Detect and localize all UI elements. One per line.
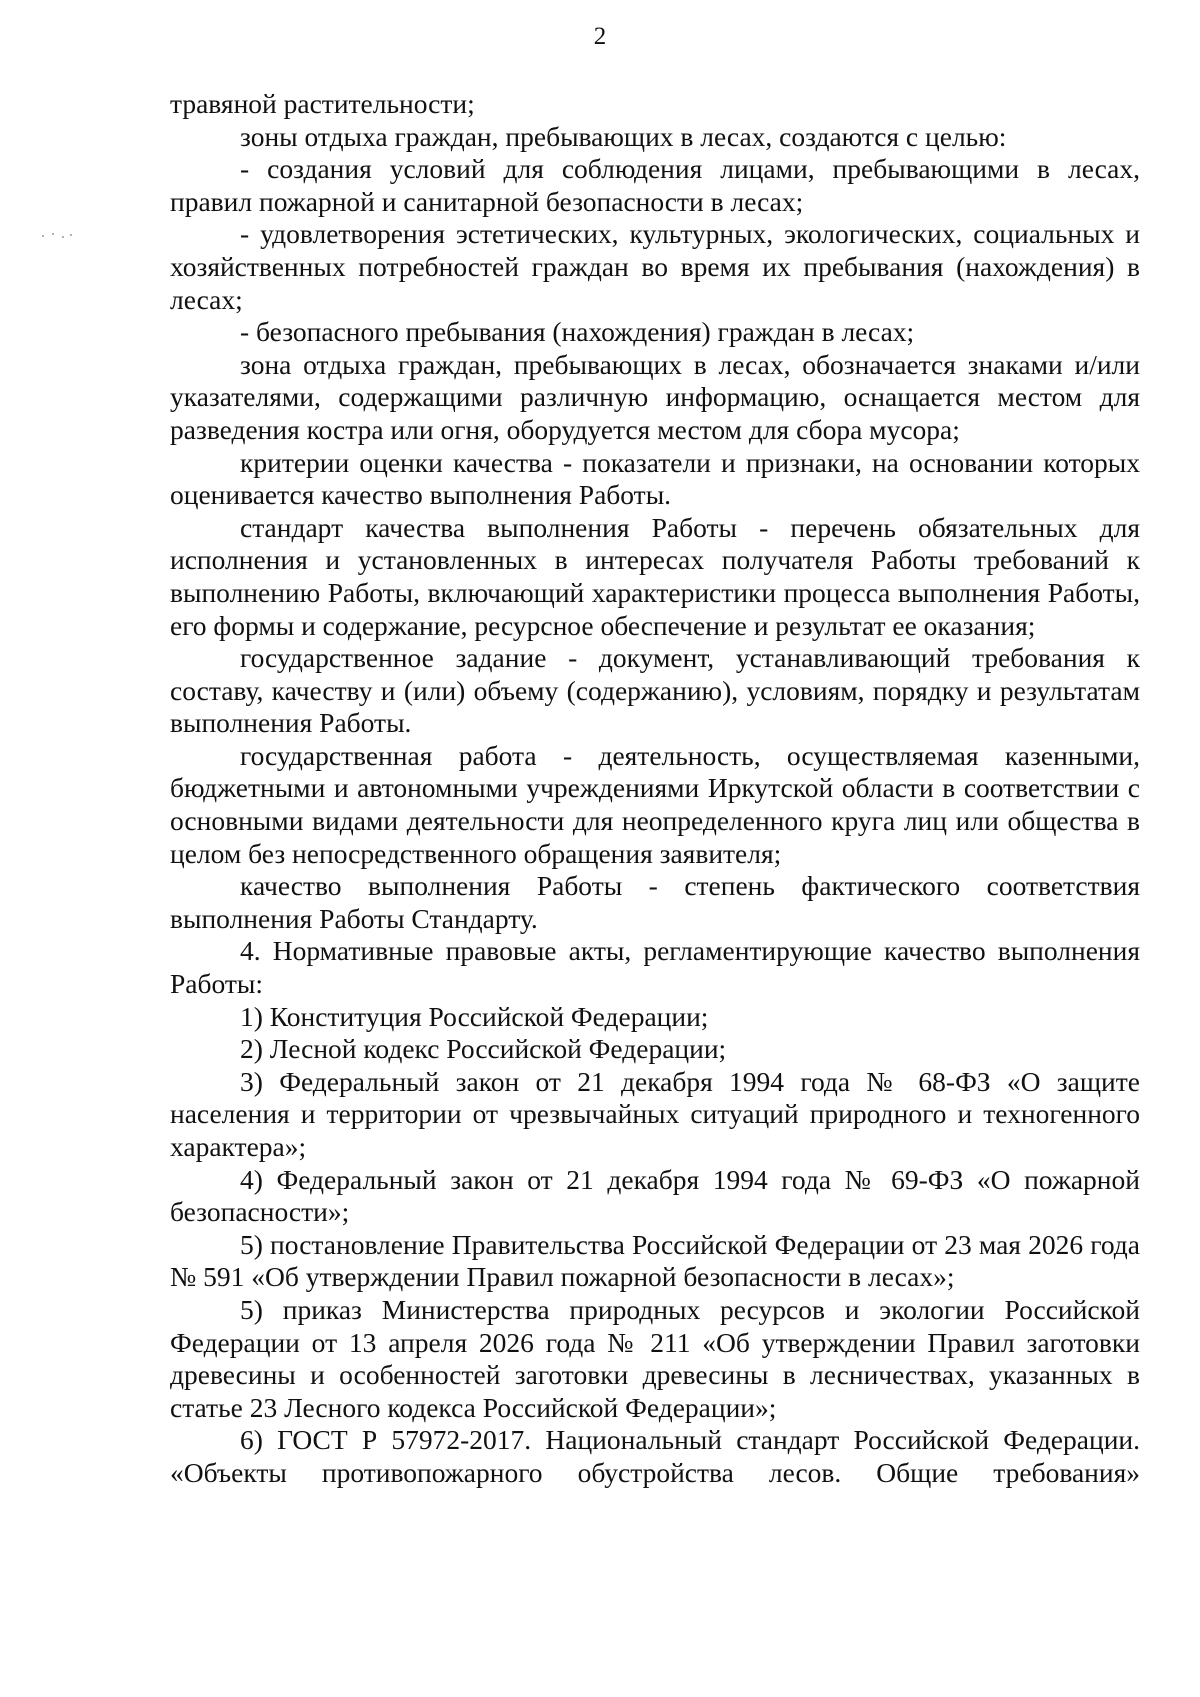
paragraph: государственная работа - деятельность, осуществляемая казенными, бюджетными и автономными учреждениями Иркутской области в соответствии с основными видами деятельности для неопределенного круга лиц или общества в целом без непосредственного обращения заявителя; [170,739,1140,869]
paragraph: критерии оценки качества - показатели и признаки, на основании которых оценивается качество выполнения Работы. [170,446,1140,511]
list-item: 6) ГОСТ Р 57972-2017. Национальный стандарт Российской Федерации. «Объекты противопожарного обустройства лесов. Общие требования» [170,1424,1140,1488]
paragraph: зоны отдыха граждан, пребывающих в лесах, создаются с целью: [240,120,1007,152]
paragraph: зона отдыха граждан, пребывающих в лесах, обозначается знаками и/или указателями, содержащими различную информацию, оснащается местом для разведения костра или огня, оборудуется местом для сбора мусора; [170,348,1140,445]
list-item: 2) Лесной кодекс Российской Федерации; [240,1033,727,1065]
paragraph: государственное задание - документ, устанавливающий требования к составу, качеству и (или) объему (содержанию), условиям, порядку и результатам выполнения Работы. [170,642,1140,739]
page-number: 2 [593,23,607,50]
list-item: 5) постановление Правительства Российской Федерации от 23 мая 2026 года № 591 «Об утверждении Правил пожарной безопасности в лесах»; [170,1228,1140,1293]
list-item: 5) приказ Министерства природных ресурсов и экологии Российской Федерации от 13 апреля 2026 года № 211 «Об утверждении Правил заготовки древесины и особенностей заготовки древесины в лесничествах, указанных в статье 23 Лесного кодекса Российской Федерации»; [170,1293,1140,1423]
scan-noise [40,233,80,239]
paragraph: - создания условий для соблюдения лицами, пребывающими в лесах, правил пожарной и санитарной безопасности в лесах; [170,153,1140,217]
paragraph: - удовлетворения эстетических, культурных, экологических, социальных и хозяйственных потребностей граждан во время их пребывания (нахождения) в лесах; [170,218,1140,315]
paragraph: стандарт качества выполнения Работы - перечень обязательных для исполнения и установленных в интересах получателя Работы требований к выполнению Работы, включающий характеристики процесса выполнения Работы, его формы и содержание, ресурсное обеспечение и результат ее оказания; [170,511,1140,641]
paragraph: - безопасного пребывания (нахождения) граждан в лесах; [240,316,915,348]
list-item: 1) Конституция Российской Федерации; [240,1000,709,1032]
list-item: 4) Федеральный закон от 21 декабря 1994 года № 69-ФЗ «О пожарной безопасности»; [170,1163,1140,1228]
document-body [170,88,1140,1490]
paragraph: травяной растительности; [170,88,475,119]
paragraph: качество выполнения Работы - степень фактического соответствия выполнения Работы Стандарту. [170,870,1140,934]
list-item: 3) Федеральный закон от 21 декабря 1994 года № 68-ФЗ «О защите населения и территории от чрезвычайных ситуаций природного и техногенного характера»; [170,1065,1140,1162]
list-heading: 4. Нормативные правовые акты, регламентирующие качество выполнения Работы: [170,935,1140,1000]
